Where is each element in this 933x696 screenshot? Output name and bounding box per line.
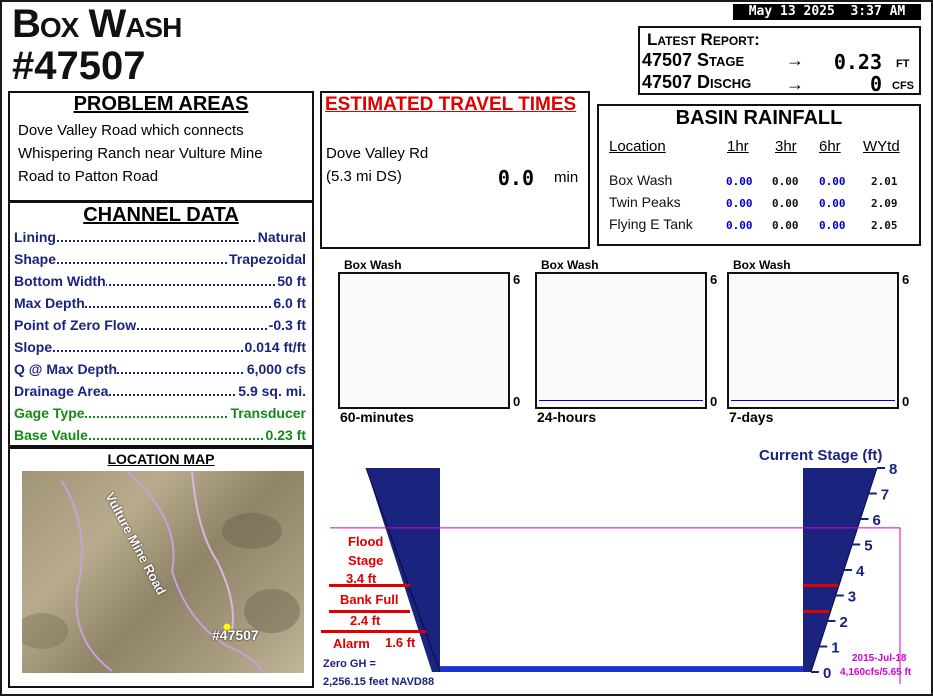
channel-data-label: Lining bbox=[14, 229, 56, 245]
travel-times-title: ESTIMATED TRAVEL TIMES bbox=[325, 94, 577, 115]
gauge-tick-label: 8 bbox=[889, 464, 898, 478]
gauge-title: Current Stage (ft) bbox=[759, 447, 883, 464]
gauge-tick-label: 2 bbox=[839, 614, 848, 631]
flood-stage-line-right bbox=[803, 584, 838, 587]
flood-stage-value: 3.4 ft bbox=[346, 571, 377, 586]
location-map-image[interactable] bbox=[22, 471, 304, 673]
channel-data-value: 6.0 ft bbox=[273, 295, 306, 311]
discharge-arrow-icon: → bbox=[786, 74, 804, 94]
problem-areas-title: PROBLEM AREAS bbox=[73, 93, 249, 115]
channel-data-value: 0.014 ft/ft bbox=[244, 339, 306, 355]
travel-time-value: 0.0 bbox=[497, 166, 534, 190]
rain-location-name: Box Wash bbox=[609, 172, 673, 188]
travel-distance: (5.3 mi DS) bbox=[326, 168, 402, 185]
stage-series-line bbox=[539, 400, 703, 401]
basin-rainfall-title: BASIN RAINFALL bbox=[675, 107, 843, 129]
chart-period-label: 7-days bbox=[729, 409, 774, 425]
discharge-unit: CFS bbox=[892, 80, 914, 92]
map-road-label: Vulture Mine Road bbox=[102, 489, 170, 598]
channel-data-label: Drainage Area bbox=[14, 383, 109, 399]
gauge-tick-label: 1 bbox=[831, 639, 840, 657]
rain-col-3hr: 3hr bbox=[775, 138, 797, 155]
zero-gh-label: Zero GH = bbox=[323, 658, 376, 670]
zero-gh-value: 2,256.15 feet NAVD88 bbox=[323, 676, 435, 688]
record-value: 4,160cfs/5.65 ft bbox=[840, 667, 912, 678]
chart-title: Box Wash bbox=[733, 258, 791, 272]
rain-value-v3: 0.00 bbox=[772, 219, 799, 232]
channel-data-panel bbox=[8, 201, 314, 447]
channel-data-label: Gage Type bbox=[14, 405, 85, 421]
chart-ymax-label: 6 bbox=[710, 272, 718, 287]
rain-value-wy: 2.01 bbox=[871, 175, 898, 188]
problem-line-3: Road to Patton Road bbox=[18, 168, 159, 185]
stage-value: 0.23 bbox=[833, 50, 882, 74]
chart-title: Box Wash bbox=[541, 258, 599, 272]
flood-stage-label: Flood bbox=[348, 534, 384, 549]
alarm-line bbox=[321, 630, 426, 633]
gauge-tick-label: 6 bbox=[872, 512, 881, 529]
problem-areas-panel bbox=[8, 91, 314, 202]
gauge-water-level bbox=[440, 666, 803, 672]
map-road-line bbox=[192, 471, 233, 631]
gauge-channel bbox=[440, 468, 803, 672]
problem-line-2: Whispering Ranch near Vulture Mine bbox=[18, 145, 263, 162]
channel-data-label: Base Vaule bbox=[14, 427, 88, 443]
bank-full-label: Bank Full bbox=[340, 592, 399, 607]
chart-ymin-label: 0 bbox=[902, 394, 910, 409]
chart-ymax-label: 6 bbox=[902, 272, 910, 287]
rain-value-v6: 0.00 bbox=[819, 197, 846, 210]
rain-value-wy: 2.05 bbox=[871, 219, 898, 232]
rain-value-v3: 0.00 bbox=[772, 175, 799, 188]
channel-data-value: 5.9 sq. mi. bbox=[238, 383, 306, 399]
stage-arrow-icon: → bbox=[786, 50, 804, 70]
location-map-panel bbox=[8, 447, 314, 688]
map-terrain-svg bbox=[22, 471, 304, 673]
travel-times-panel bbox=[320, 91, 590, 249]
channel-data-row bbox=[14, 295, 306, 311]
datetime-bar: May 13 2025 3:37 AM bbox=[733, 4, 921, 20]
latest-report-title: Latest Report: bbox=[647, 30, 760, 49]
travel-time-unit: min bbox=[554, 169, 579, 186]
basin-rainfall-panel bbox=[597, 104, 921, 246]
gauge-tick-label: 5 bbox=[864, 537, 873, 555]
channel-data-value: Trapezoidal bbox=[228, 251, 306, 267]
stage-chart-24-hours[interactable] bbox=[535, 272, 707, 409]
channel-data-row bbox=[14, 339, 306, 355]
rain-value-v3: 0.00 bbox=[772, 197, 799, 210]
rain-value-v1: 0.00 bbox=[726, 175, 753, 188]
chart-title: Box Wash bbox=[344, 258, 402, 272]
channel-data-row bbox=[14, 405, 306, 421]
channel-data-title: CHANNEL DATA bbox=[83, 204, 239, 226]
gauge-tick-label: 3 bbox=[847, 588, 857, 606]
rain-col-6hr: 6hr bbox=[819, 138, 841, 155]
rain-location-name: Flying E Tank bbox=[609, 216, 693, 232]
bank-full-line-right bbox=[803, 610, 829, 613]
gauge-tick-label: 4 bbox=[856, 563, 865, 580]
channel-data-row bbox=[14, 229, 306, 245]
rain-location-name: Twin Peaks bbox=[609, 194, 681, 210]
gauge-right-wall bbox=[803, 468, 877, 672]
channel-data-label: Slope bbox=[14, 339, 53, 355]
stage-label: 47507 Stage bbox=[642, 50, 745, 70]
channel-data-label: Point of Zero Flow bbox=[14, 317, 137, 333]
stage-series-line bbox=[731, 400, 895, 401]
page-title: Box Wash bbox=[12, 2, 182, 46]
rain-col-wytd: WYtd bbox=[863, 138, 900, 155]
flood-stage-label-2: Stage bbox=[348, 553, 384, 568]
chart-ymin-label: 0 bbox=[710, 394, 718, 409]
map-boundary-line bbox=[62, 481, 112, 671]
channel-data-value: 0.23 ft bbox=[265, 427, 306, 443]
channel-data-value: -0.3 ft bbox=[268, 317, 306, 333]
alarm-value: 1.6 ft bbox=[385, 635, 416, 650]
gage-id: #47507 bbox=[12, 44, 146, 88]
location-map-title: LOCATION MAP bbox=[107, 451, 215, 467]
map-terrain-shade bbox=[22, 613, 68, 649]
rain-value-v6: 0.00 bbox=[819, 219, 846, 232]
channel-data-row bbox=[14, 383, 306, 399]
rain-value-v1: 0.00 bbox=[726, 197, 753, 210]
stage-chart-7-days[interactable] bbox=[727, 272, 899, 409]
map-terrain-shade bbox=[222, 513, 282, 549]
chart-ymin-label: 0 bbox=[513, 394, 521, 409]
gauge-tick-label: 7 bbox=[880, 486, 890, 504]
chart-ymax-label: 6 bbox=[513, 272, 521, 287]
gauge-tick-label: 0 bbox=[823, 665, 832, 682]
stage-chart-60-minutes[interactable] bbox=[338, 272, 510, 409]
rain-col-1hr: 1hr bbox=[727, 138, 749, 155]
chart-period-label: 60-minutes bbox=[340, 409, 414, 425]
channel-data-value: Transducer bbox=[230, 405, 306, 421]
channel-data-row bbox=[14, 251, 306, 267]
problem-line-1: Dove Valley Road which connects bbox=[18, 122, 244, 139]
rain-col-location: Location bbox=[609, 138, 666, 155]
record-date: 2015-Jul-18 bbox=[852, 653, 907, 664]
channel-data-row bbox=[14, 361, 306, 377]
map-gage-label: #47507 bbox=[212, 627, 259, 643]
alarm-label: Alarm bbox=[333, 636, 370, 651]
stage-unit: FT bbox=[896, 58, 910, 70]
rain-value-v6: 0.00 bbox=[819, 175, 846, 188]
travel-location: Dove Valley Rd bbox=[326, 145, 429, 162]
channel-data-label: Shape bbox=[14, 251, 57, 267]
discharge-label: 47507 Dischg bbox=[642, 72, 752, 92]
channel-data-row bbox=[14, 427, 306, 443]
discharge-value: 0 bbox=[869, 72, 882, 96]
channel-data-value: 50 ft bbox=[277, 273, 306, 289]
stage-gauge bbox=[320, 464, 932, 694]
latest-report-panel bbox=[638, 26, 921, 95]
channel-data-label: Bottom Width bbox=[14, 273, 106, 289]
channel-data-label: Q @ Max Depth bbox=[14, 361, 118, 377]
channel-data-row bbox=[14, 273, 306, 289]
channel-data-value: 6,000 cfs bbox=[246, 361, 306, 377]
bank-full-value: 2.4 ft bbox=[350, 613, 381, 628]
channel-data-row bbox=[14, 317, 306, 333]
rain-value-wy: 2.09 bbox=[871, 197, 898, 210]
chart-period-label: 24-hours bbox=[537, 409, 597, 425]
channel-data-value: Natural bbox=[257, 229, 306, 245]
rain-value-v1: 0.00 bbox=[726, 219, 753, 232]
channel-data-label: Max Depth bbox=[14, 295, 85, 311]
